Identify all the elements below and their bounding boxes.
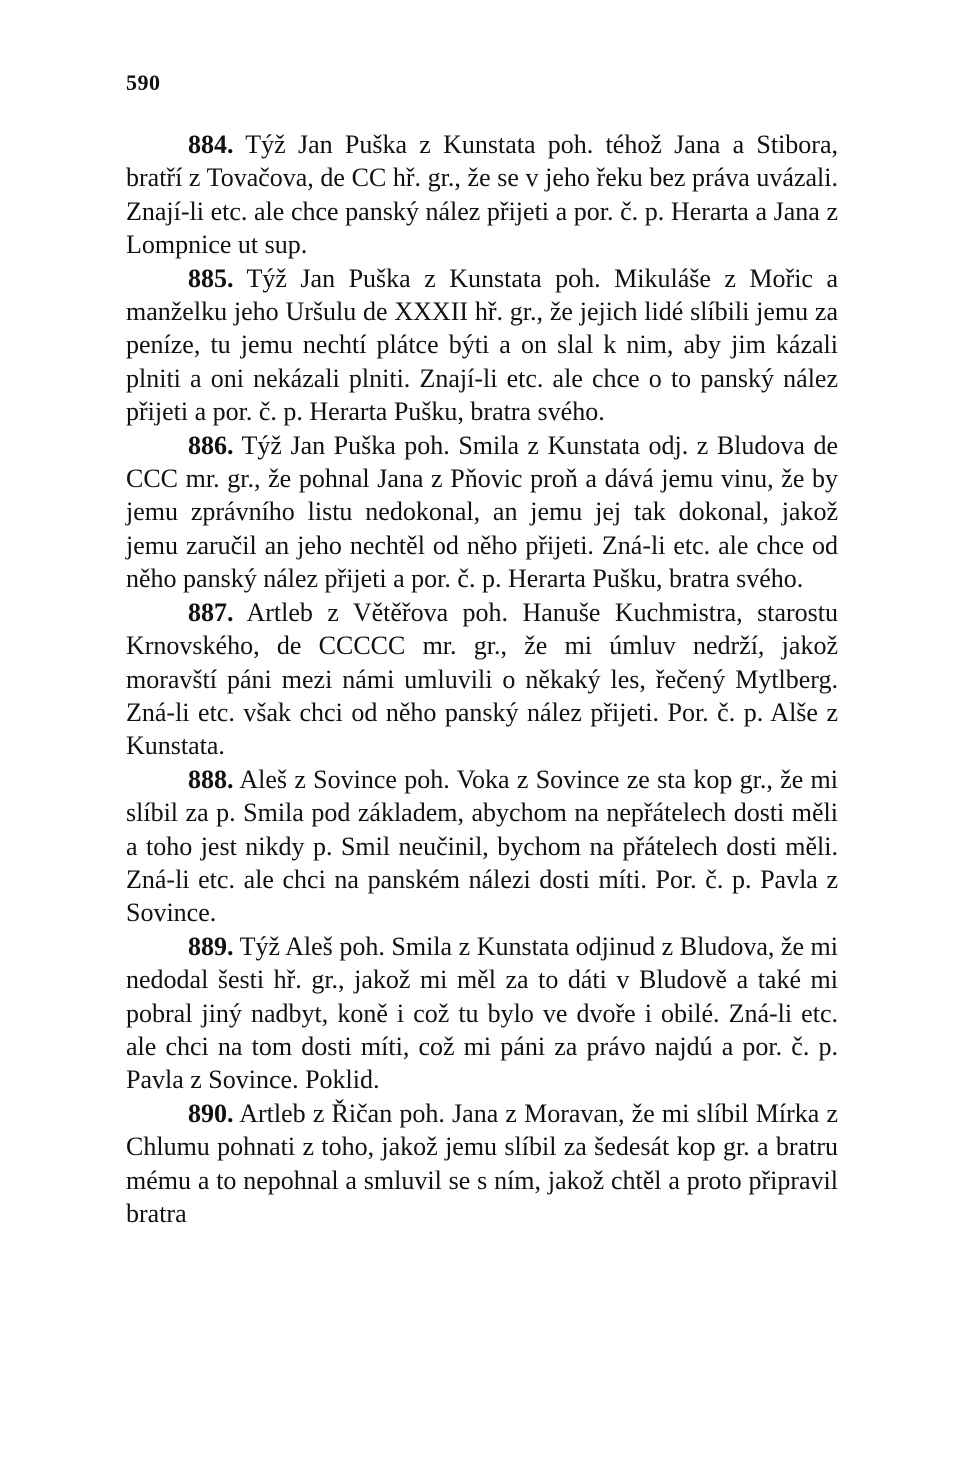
entry-889 — [126, 930, 838, 1097]
entry-886 — [126, 429, 838, 596]
entry-number: 889. — [188, 931, 234, 961]
entry-890 — [126, 1097, 838, 1231]
entry-number: 888. — [188, 764, 234, 794]
entry-number: 885. — [188, 263, 234, 293]
entry-number: 887. — [188, 597, 234, 627]
entry-text: Týž Jan Puška poh. Smila z Kunstata odj. z Bludova de CCC mr. gr., že pohnal Jana z Pňovic proň a dává jemu vinu, že by jemu zprávního listu nedokonal, an jemu jej tak dokonal, jakož jemu zaručil an jeho nechtěl od něho přijeti. Zná-li etc. ale chce od něho panský nález přijeti a por. č. p. Herarta Pušku, bratra svého. — [126, 430, 838, 594]
entry-884 — [126, 128, 838, 262]
entry-text: Týž Jan Puška z Kunstata poh. téhož Jana a Stibora, bratří z Tovačova, de CC hř. gr., že se v jeho řeku bez práva uvázali. Znají-li etc. ale chce panský nález přijeti a por. č. p. Herarta a Jana z Lompnice ut sup. — [126, 130, 838, 260]
entry-885 — [126, 262, 838, 429]
entry-text: Týž Jan Puška z Kunstata poh. Mikuláše z Mořic a manželku jeho Uršulu de XXXII hř. gr., že jejich lidé slíbili jemu za peníze, tu jemu nechtí plátce býti a on slal k nim, aby jim kázali plniti a oni nekázali plniti. Znají-li etc. ale chce o to panský nález přijeti a por. č. p. Herarta Pušku, bratra svého. — [126, 263, 838, 427]
page-number: 590 — [126, 70, 161, 95]
entry-888 — [126, 763, 838, 930]
entry-list — [126, 128, 838, 1230]
entry-number: 890. — [188, 1098, 234, 1128]
entry-text: Aleš z Sovince poh. Voka z Sovince ze sta kop gr., že mi slíbil za p. Smila pod základem, abychom na nepřátelech dosti měli a toho jest nikdy p. Smil neučinil, bychom na přátelech dosti měli. Zná-li etc. ale chci na panském nálezi dosti míti. Por. č. p. Pavla z Sovince. — [126, 764, 838, 928]
entry-number: 884. — [188, 130, 234, 159]
entry-number: 886. — [188, 430, 234, 460]
entry-text: Týž Aleš poh. Smila z Kunstata odjinud z Bludova, že mi nedodal šesti hř. gr., jakož mi měl za to dáti v Bludově a také mi pobral jiný nadbyt, koně i což tu bylo ve dvoře i obilé. Zná-li etc. ale chci na tom dosti míti, což mi páni za právo najdú a por. č. p. Pavla z Sovince. Poklid. — [126, 931, 838, 1095]
entry-887 — [126, 596, 838, 763]
entry-text: Artleb z Větěřova poh. Hanuše Kuchmistra, starostu Krnovského, de CCCCC mr. gr., že mi úmluv nedrží, jakož moravští páni mezi námi umluvili o někaký les, řečený Mytlberg. Zná-li etc. však chci od něho panský nález přijeti. Por. č. p. Alše z Kunstata. — [126, 597, 838, 761]
entry-text: Artleb z Řičan poh. Jana z Moravan, že mi slíbil Mírka z Chlumu pohnati z toho, jakož jemu slíbil za šedesát kop gr. a bratru mému a to nepohnal a smluvil se s ním, jakož chtěl a proto připravil bratra — [126, 1098, 838, 1228]
